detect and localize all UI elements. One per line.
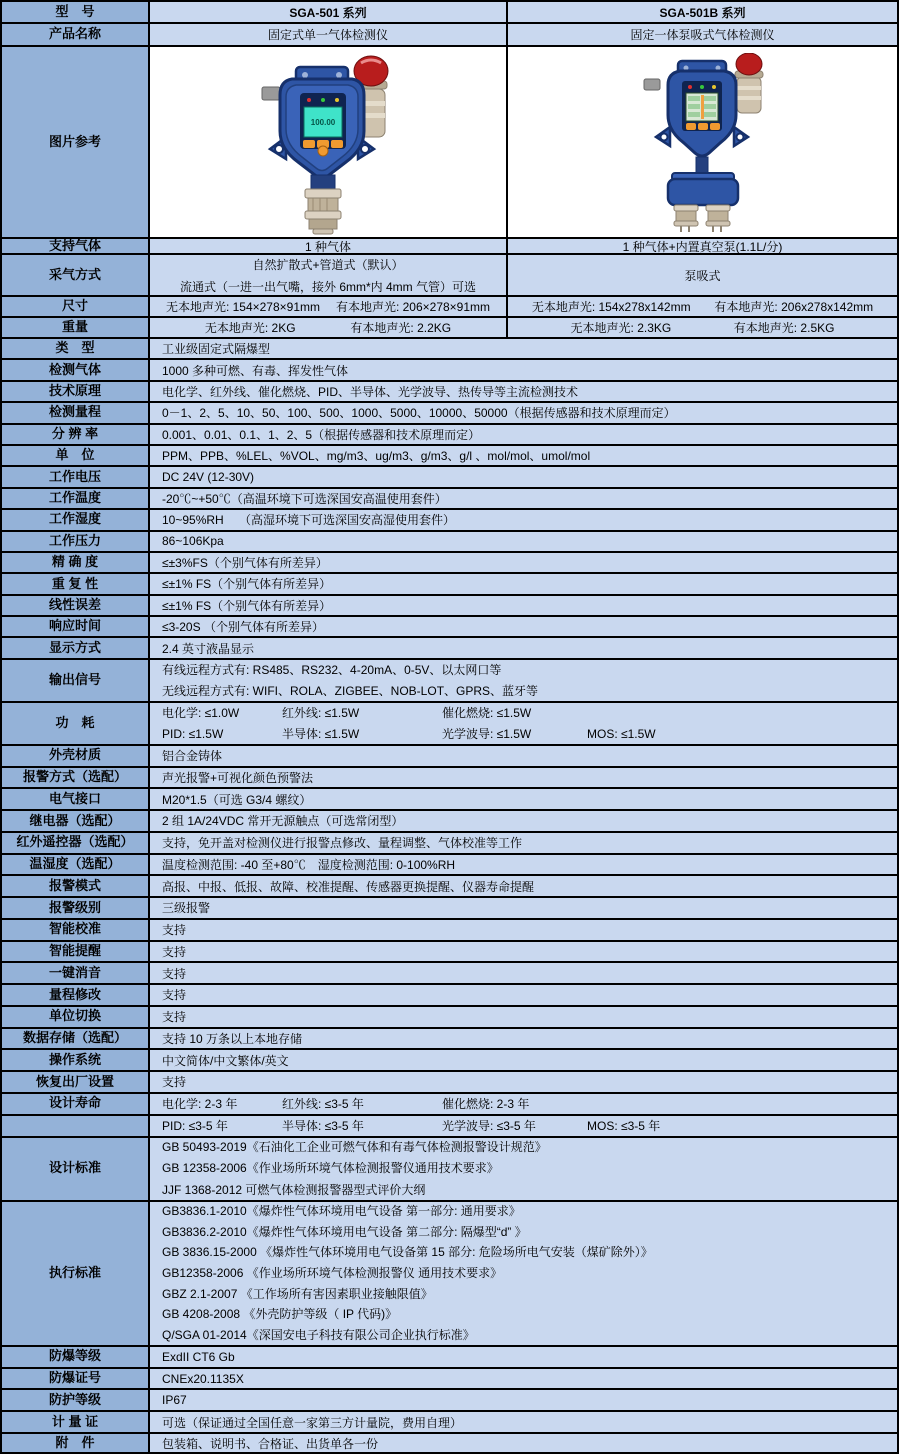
exec-standard-label: 执行标准 xyxy=(2,1202,150,1345)
row-product-name xyxy=(2,24,897,47)
accuracy-label: 精 确 度 xyxy=(2,553,150,572)
alarm-level-label: 报警级别 xyxy=(2,898,150,918)
one-key-mute-value: 支持 xyxy=(150,963,897,983)
row-temp-humidity-option xyxy=(2,855,897,877)
unit-switch-value: 支持 xyxy=(150,1007,897,1027)
gas-count-2: 1 种气体+内置真空泵(1.1L/分) xyxy=(508,239,897,253)
row-range-modify xyxy=(2,985,897,1007)
smart-calibration-value: 支持 xyxy=(150,920,897,940)
series2-name: SGA-501B 系列 xyxy=(508,2,897,22)
display-label: 显示方式 xyxy=(2,638,150,657)
power-semi: 半导体: ≤1.5W xyxy=(282,727,360,742)
row-accessories xyxy=(2,1434,897,1454)
exec-standard-line: GB3836.1-2010《爆炸性气体环境用电气设备 第一部分: 通用要求》 xyxy=(162,1204,521,1219)
row-repeatability xyxy=(2,574,897,595)
row-work-pressure xyxy=(2,532,897,553)
protection-grade-value: IP67 xyxy=(150,1390,897,1410)
device-image-sga501b xyxy=(618,53,788,233)
sampling-1-line2: 流通式（一进一出气嘴，接外 6mm*内 4mm 气管）可选 xyxy=(179,279,476,294)
row-design-life-1 xyxy=(2,1094,897,1116)
repeatability-label: 重 复 性 xyxy=(2,574,150,593)
row-shell-material xyxy=(2,746,897,768)
weight-1-with-alarm: 有本地声光: 2.2KG xyxy=(350,321,452,335)
data-storage-label: 数据存储（选配） xyxy=(2,1029,150,1049)
row-display xyxy=(2,638,897,659)
display-value: 2.4 英寸液晶显示 xyxy=(150,638,897,657)
linearity-label: 线性误差 xyxy=(2,596,150,615)
dimensions-2 xyxy=(508,297,897,316)
power-optical: 光学波导: ≤1.5W xyxy=(442,727,532,742)
explosion-proof-grade-value: ExdII CT6 Gb xyxy=(150,1347,897,1367)
detect-range-label: 检测量程 xyxy=(2,403,150,422)
row-explosion-proof-grade xyxy=(2,1347,897,1369)
response-time-value: ≤3-20S （个别气体有所差异） xyxy=(150,617,897,636)
output-signal-wired: 有线远程方式有: RS485、RS232、4-20mA、0-5V、以太网口等 xyxy=(162,663,502,678)
life-catalytic: 催化燃烧: 2-3 年 xyxy=(442,1097,530,1112)
exec-standard-line: GBZ 2.1-2007 《工作场所有害因素职业接触限值》 xyxy=(162,1286,433,1301)
output-signal-value xyxy=(150,660,897,701)
work-temp-value: -20℃~+50℃（高温环境下可选深国安高温使用套件） xyxy=(150,489,897,508)
work-humidity-label: 工作湿度 xyxy=(2,510,150,529)
row-smart-calibration xyxy=(2,920,897,942)
row-response-time xyxy=(2,617,897,638)
power-pid: PID: ≤1.5W xyxy=(162,726,224,741)
work-pressure-value: 86~106Kpa xyxy=(150,532,897,551)
row-tech-principle xyxy=(2,382,897,403)
row-linearity xyxy=(2,596,897,617)
row-weight xyxy=(2,318,897,339)
smart-reminder-value: 支持 xyxy=(150,942,897,962)
power-ir: 红外线: ≤1.5W xyxy=(282,706,360,721)
row-resolution xyxy=(2,425,897,446)
power-ec: 电化学: ≤1.0W xyxy=(162,706,240,721)
protection-grade-label: 防护等级 xyxy=(2,1390,150,1410)
range-modify-label: 量程修改 xyxy=(2,985,150,1005)
row-detect-range xyxy=(2,403,897,424)
life-mos: MOS: ≤3-5 年 xyxy=(587,1119,661,1134)
row-work-humidity xyxy=(2,510,897,531)
power-consumption-label: 功 耗 xyxy=(2,703,150,744)
relay-value: 2 组 1A/24VDC 常开无源触点（可选常闭型） xyxy=(150,811,897,831)
resolution-value: 0.001、0.01、0.1、1、2、5（根据传感器和技术原理而定） xyxy=(150,425,897,444)
dimensions-1-no-alarm: 无本地声光: 154×278×91mm xyxy=(165,300,321,314)
accessories-value: 包装箱、说明书、合格证、出货单各一份 xyxy=(150,1434,897,1454)
row-image-reference xyxy=(2,47,897,239)
ir-remote-label: 红外遥控器（选配） xyxy=(2,833,150,853)
sampling-1 xyxy=(150,255,508,295)
detect-gas-value: 1000 多种可燃、有毒、挥发性气体 xyxy=(150,360,897,379)
device-image-sga501 xyxy=(246,55,416,235)
dimensions-2-no-alarm: 无本地声光: 154x278x142mm xyxy=(531,300,691,314)
factory-reset-value: 支持 xyxy=(150,1072,897,1092)
device1-screen-reading: 100.00 xyxy=(310,118,336,127)
row-factory-reset xyxy=(2,1072,897,1094)
dimensions-label: 尺寸 xyxy=(2,297,150,316)
row-one-key-mute xyxy=(2,963,897,985)
row-metering-cert xyxy=(2,1412,897,1434)
life-semi: 半导体: ≤3-5 年 xyxy=(282,1119,364,1134)
alarm-method-label: 报警方式（选配） xyxy=(2,768,150,788)
exec-standard-line: GB 3836.15-2000 《爆炸性气体环境用电气设备第 15 部分: 危险场所电气安装（煤矿除外）》 xyxy=(162,1245,653,1260)
voltage-label: 工作电压 xyxy=(2,467,150,486)
electrical-interface-label: 电气接口 xyxy=(2,789,150,809)
row-output-signal xyxy=(2,660,897,703)
one-key-mute-label: 一键消音 xyxy=(2,963,150,983)
os-value: 中文简体/中文繁体/英文 xyxy=(150,1050,897,1070)
shell-material-value: 铝合金铸体 xyxy=(150,746,897,766)
row-dimensions xyxy=(2,297,897,318)
row-ir-remote xyxy=(2,833,897,855)
detect-gas-label: 检测气体 xyxy=(2,360,150,379)
life-optical: 光学波导: ≤3-5 年 xyxy=(442,1119,536,1134)
device1-image-cell xyxy=(150,47,508,237)
unit-value: PPM、PPB、%LEL、%VOL、mg/m3、ug/m3、g/m3、g/l 、mol/mol、umol/mol xyxy=(150,446,897,465)
design-standard-line: GB 12358-2006《作业场所环境气体检测报警仪通用技术要求》 xyxy=(162,1161,499,1176)
power-consumption-value xyxy=(150,703,897,744)
voltage-value: DC 24V (12-30V) xyxy=(150,467,897,486)
alarm-mode-value: 高报、中报、低报、故障、校准提醒、传感器更换提醒、仪器寿命提醒 xyxy=(150,876,897,896)
output-signal-label: 输出信号 xyxy=(2,660,150,701)
row-sampling-method xyxy=(2,255,897,297)
electrical-interface-value: M20*1.5（可选 G3/4 螺纹） xyxy=(150,789,897,809)
design-life-line1 xyxy=(150,1094,897,1114)
life-pid: PID: ≤3-5 年 xyxy=(162,1119,228,1134)
tech-principle-label: 技术原理 xyxy=(2,382,150,401)
product-name-label: 产品名称 xyxy=(2,24,150,45)
row-supported-gas xyxy=(2,239,897,255)
row-type xyxy=(2,339,897,360)
row-unit-switch xyxy=(2,1007,897,1029)
design-life-line2 xyxy=(150,1116,897,1136)
repeatability-value: ≤±1% FS（个别气体有所差异） xyxy=(150,574,897,593)
output-signal-wireless: 无线远程方式有: WIFI、ROLA、ZIGBEE、NOB-LOT、GPRS、蓝牙等 xyxy=(162,684,539,699)
weight-2 xyxy=(508,318,897,337)
alarm-level-value: 三级报警 xyxy=(150,898,897,918)
exec-standard-line: Q/SGA 01-2014《深国安电子科技有限公司企业执行标准》 xyxy=(162,1327,475,1342)
factory-reset-label: 恢复出厂设置 xyxy=(2,1072,150,1092)
explosion-proof-cert-value: CNEx20.1135X xyxy=(150,1369,897,1389)
weight-label: 重量 xyxy=(2,318,150,337)
dimensions-1-with-alarm: 有本地声光: 206×278×91mm xyxy=(335,300,491,314)
row-unit xyxy=(2,446,897,467)
row-data-storage xyxy=(2,1029,897,1051)
weight-1 xyxy=(150,318,508,337)
type-label: 类 型 xyxy=(2,339,150,358)
work-pressure-label: 工作压力 xyxy=(2,532,150,551)
metering-cert-value: 可选（保证通过全国任意一家第三方计量院，费用自理） xyxy=(150,1412,897,1432)
sampling-method-label: 采气方式 xyxy=(2,255,150,295)
detect-range-value: 0－1、2、5、10、50、100、500、1000、5000、10000、50000（根据传感器和技术原理而定） xyxy=(150,403,897,422)
row-electrical-interface xyxy=(2,789,897,811)
exec-standard-line: GB12358-2006 《作业场所环境气体检测报警仪 通用技术要求》 xyxy=(162,1266,503,1281)
accuracy-value: ≤±3%FS（个别气体有所差异） xyxy=(150,553,897,572)
dimensions-2-with-alarm: 有本地声光: 206x278x142mm xyxy=(714,300,874,314)
row-voltage xyxy=(2,467,897,488)
weight-1-no-alarm: 无本地声光: 2KG xyxy=(204,321,296,335)
response-time-label: 响应时间 xyxy=(2,617,150,636)
row-accuracy xyxy=(2,553,897,574)
row-work-temp xyxy=(2,489,897,510)
ir-remote-value: 支持，免开盖对检测仪进行报警点修改、量程调整、气体校准等工作 xyxy=(150,833,897,853)
power-catalytic: 催化燃烧: ≤1.5W xyxy=(442,706,532,721)
weight-2-with-alarm: 有本地声光: 2.5KG xyxy=(733,321,835,335)
design-standard-line: GB 50493-2019《石油化工企业可燃气体和有毒气体检测报警设计规范》 xyxy=(162,1139,547,1154)
life-ec: 电化学: 2-3 年 xyxy=(162,1097,238,1112)
model-label: 型 号 xyxy=(2,2,150,22)
row-alarm-level xyxy=(2,898,897,920)
work-temp-label: 工作温度 xyxy=(2,489,150,508)
weight-2-no-alarm: 无本地声光: 2.3KG xyxy=(570,321,672,335)
unit-switch-label: 单位切换 xyxy=(2,1007,150,1027)
data-storage-value: 支持 10 万条以上本地存储 xyxy=(150,1029,897,1049)
power-mos: MOS: ≤1.5W xyxy=(587,726,656,741)
explosion-proof-grade-label: 防爆等级 xyxy=(2,1347,150,1367)
os-label: 操作系统 xyxy=(2,1050,150,1070)
exec-standard-line: GB3836.2-2010《爆炸性气体环境用电气设备 第二部分: 隔爆型“d” 》 xyxy=(162,1224,527,1239)
range-modify-value: 支持 xyxy=(150,985,897,1005)
design-life-label: 设计寿命 xyxy=(2,1094,150,1114)
row-power-consumption xyxy=(2,703,897,746)
tech-principle-value: 电化学、红外线、催化燃烧、PID、半导体、光学波导、热传导等主流检测技术 xyxy=(150,382,897,401)
design-standard-value xyxy=(150,1138,897,1200)
accessories-label: 附 件 xyxy=(2,1434,150,1454)
row-model xyxy=(2,2,897,24)
row-exec-standard xyxy=(2,1202,897,1347)
temp-humidity-option-label: 温湿度（选配） xyxy=(2,855,150,875)
sampling-2: 泵吸式 xyxy=(508,255,897,295)
row-design-life-2 xyxy=(2,1116,897,1138)
row-alarm-method xyxy=(2,768,897,790)
row-design-standard xyxy=(2,1138,897,1202)
life-ir: 红外线: ≤3-5 年 xyxy=(282,1097,364,1112)
gas-count-1: 1 种气体 xyxy=(150,239,508,253)
metering-cert-label: 计 量 证 xyxy=(2,1412,150,1432)
row-smart-reminder xyxy=(2,942,897,964)
relay-label: 继电器（选配） xyxy=(2,811,150,831)
temp-humidity-option-value: 温度检测范围: -40 至+80℃ 湿度检测范围: 0-100%RH xyxy=(150,855,897,875)
sampling-1-line1: 自然扩散式+管道式（默认） xyxy=(252,257,404,272)
exec-standard-value xyxy=(150,1202,897,1345)
exec-standard-line: GB 4208-2008 《外壳防护等级（ IP 代码)》 xyxy=(162,1307,398,1322)
alarm-mode-label: 报警模式 xyxy=(2,876,150,896)
linearity-value: ≤±1% FS（个别气体有所差异） xyxy=(150,596,897,615)
series1-name: SGA-501 系列 xyxy=(150,2,508,22)
product1-name: 固定式单一气体检测仪 xyxy=(150,24,508,45)
smart-reminder-label: 智能提醒 xyxy=(2,942,150,962)
type-value: 工业级固定式隔爆型 xyxy=(150,339,897,358)
row-relay xyxy=(2,811,897,833)
product2-name: 固定一体泵吸式气体检测仪 xyxy=(508,24,897,45)
dimensions-1 xyxy=(150,297,508,316)
row-alarm-mode xyxy=(2,876,897,898)
row-os xyxy=(2,1050,897,1072)
alarm-method-value: 声光报警+可视化颜色预警法 xyxy=(150,768,897,788)
design-life-label-empty xyxy=(2,1116,150,1136)
shell-material-label: 外壳材质 xyxy=(2,746,150,766)
image-reference-label: 图片参考 xyxy=(2,47,150,237)
resolution-label: 分 辨 率 xyxy=(2,425,150,444)
design-standard-line: JJF 1368-2012 可燃气体检测报警器型式评价大纲 xyxy=(162,1182,426,1197)
smart-calibration-label: 智能校准 xyxy=(2,920,150,940)
row-explosion-proof-cert xyxy=(2,1369,897,1391)
unit-label: 单 位 xyxy=(2,446,150,465)
row-detect-gas xyxy=(2,360,897,381)
work-humidity-value: 10~95%RH （高湿环境下可选深国安高湿使用套件） xyxy=(150,510,897,529)
row-protection-grade xyxy=(2,1390,897,1412)
design-standard-label: 设计标准 xyxy=(2,1138,150,1200)
explosion-proof-cert-label: 防爆证号 xyxy=(2,1369,150,1389)
device2-image-cell xyxy=(508,47,897,237)
supported-gas-label: 支持气体 xyxy=(2,239,150,253)
